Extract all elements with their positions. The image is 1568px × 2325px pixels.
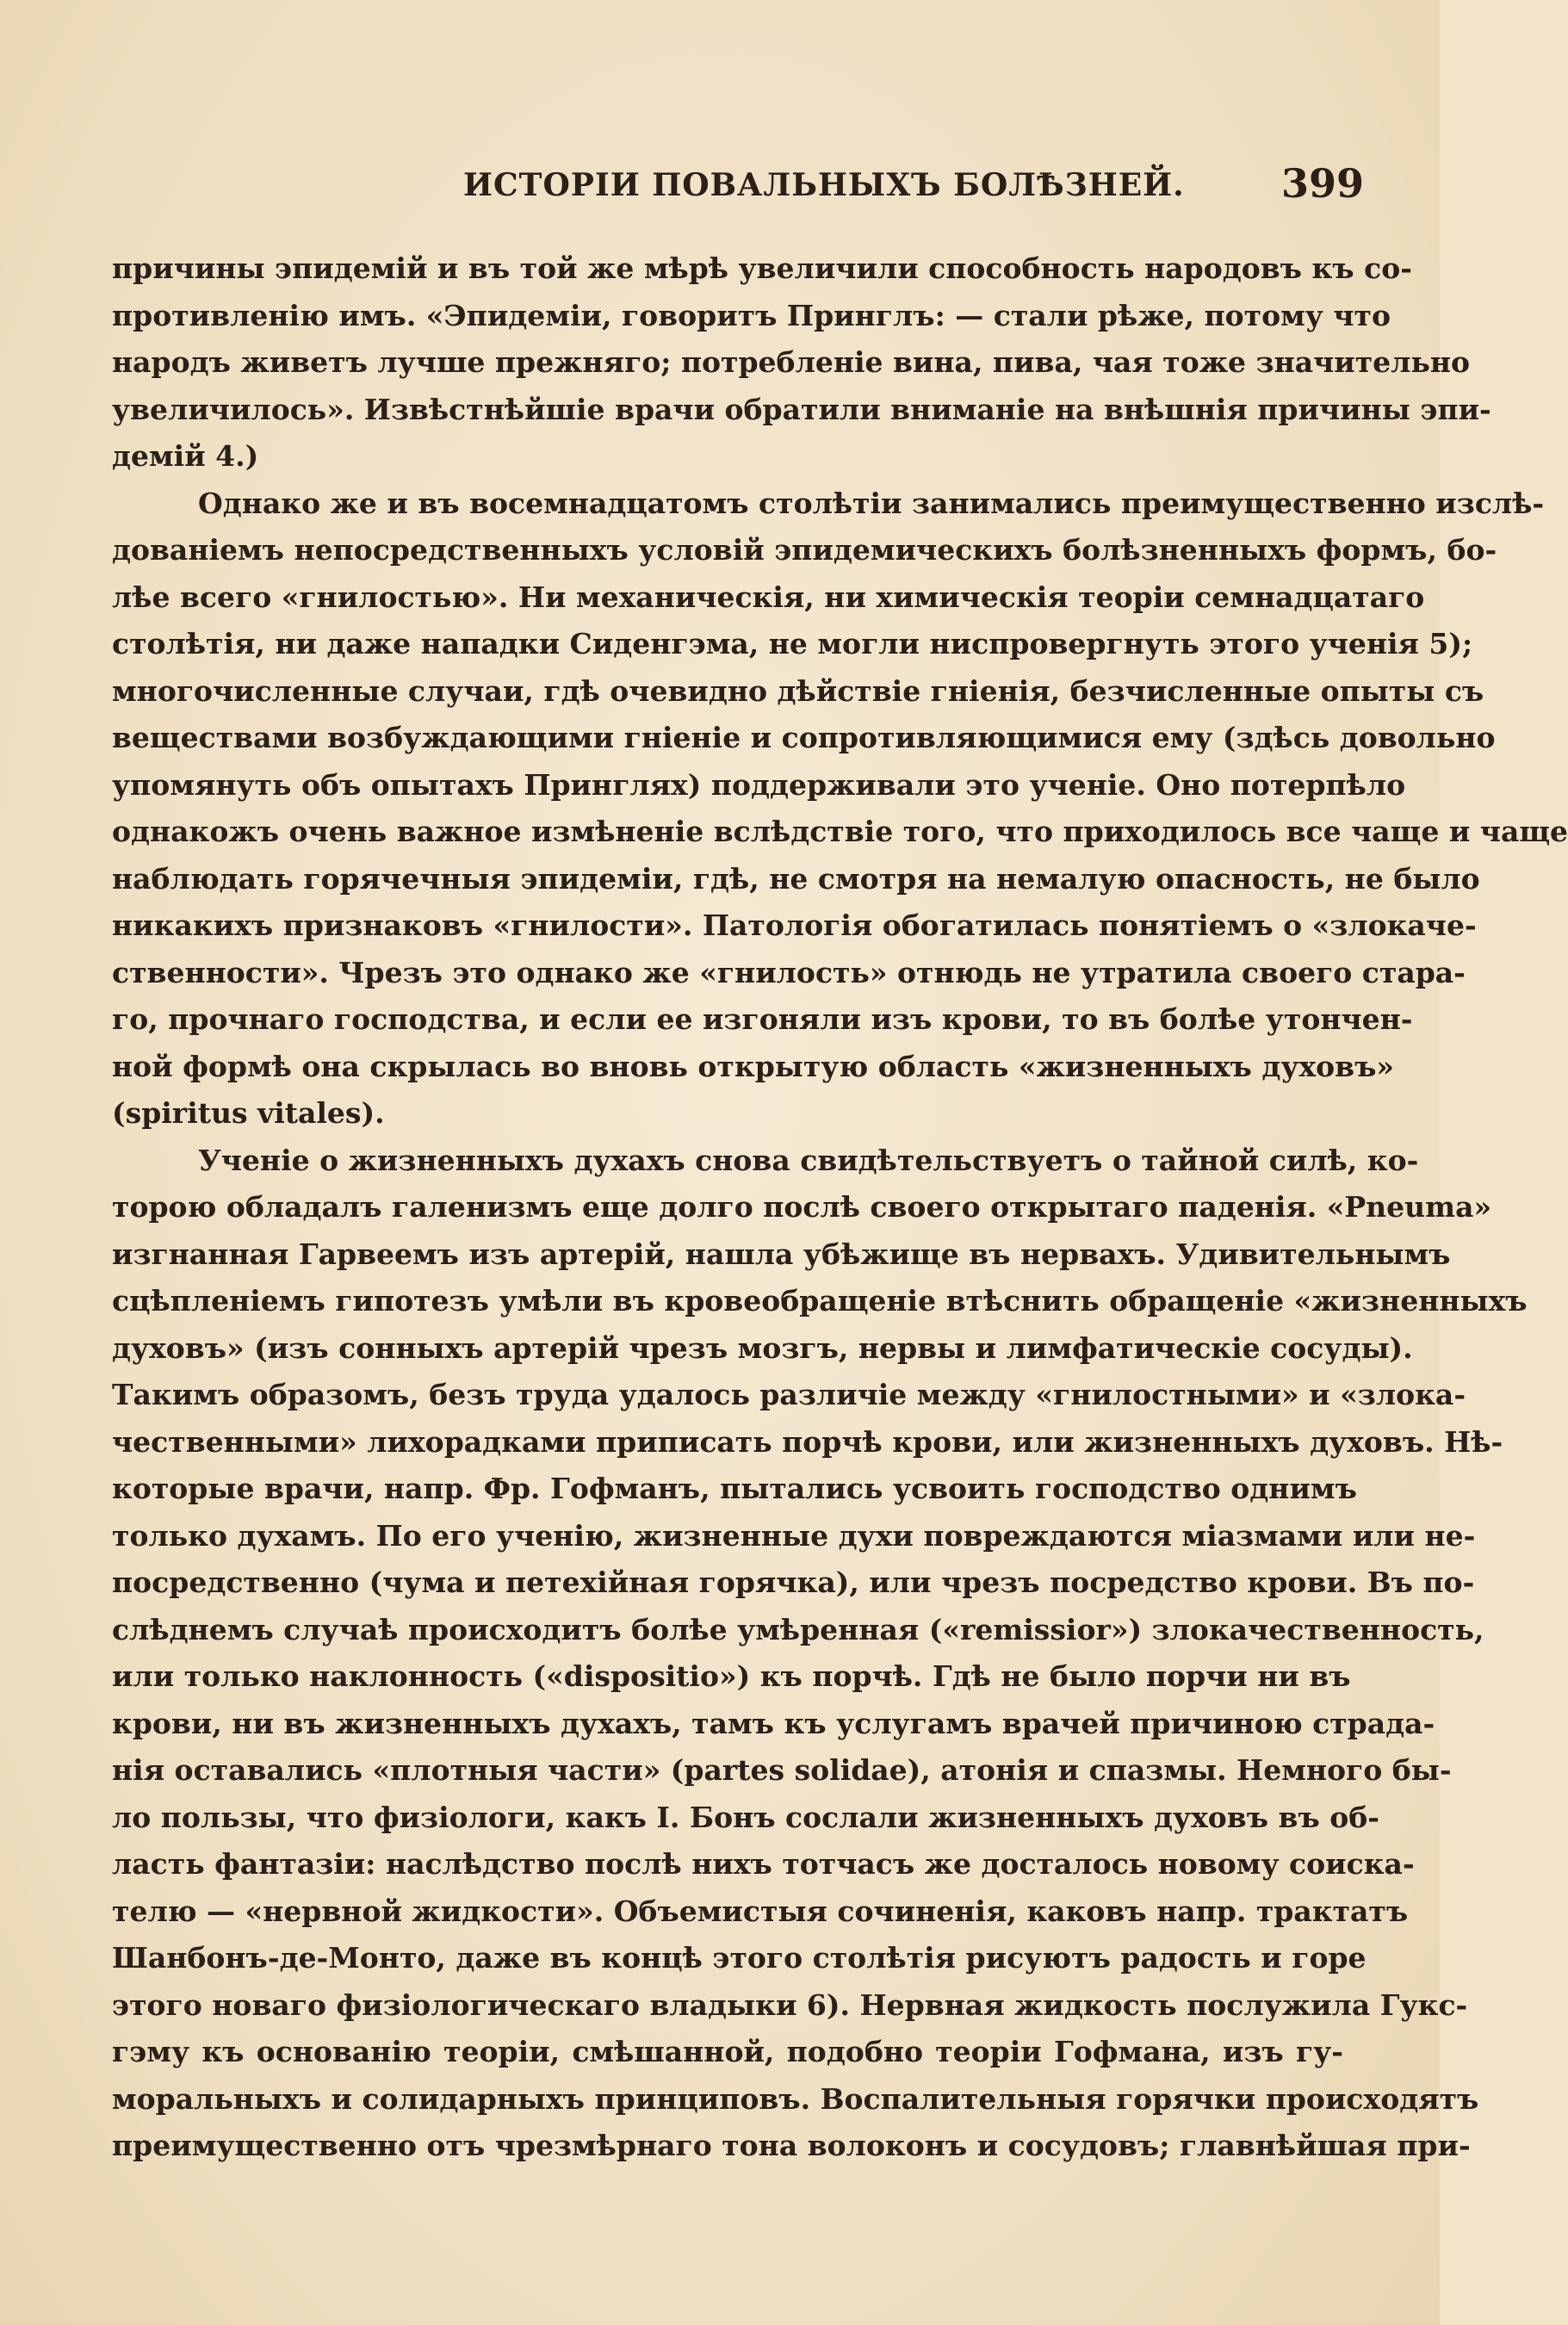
text-line: лѣе всего «гнилостью». Ни механическія, ни химическія теоріи семнадцатаго (112, 580, 1425, 614)
text-line: столѣтія, ни даже нападки Сиденгэма, не могли ниспровергнуть этого ученія 5); (112, 627, 1473, 660)
text-line: никакихъ признаковъ «гнилости». Патологія обогатилась понятіемъ о «злокаче- (112, 908, 1477, 942)
text-line: причины эпидемій и въ той же мѣрѣ увеличили способность народовъ къ со- (112, 251, 1412, 285)
text-line: увеличилось». Извѣстнѣйшіе врачи обратили вниманіе на внѣшнія причины эпи- (112, 392, 1491, 426)
text-line: Такимъ образомъ, безъ труда удалось различіе между «гнилостными» и «злока- (112, 1378, 1466, 1411)
text-line: гэму къ основанію теоріи, смѣшанной, подобно теоріи Гофмана, изъ гу- (112, 2035, 1343, 2068)
text-line: этого новаго физіологическаго владыки 6). Нервная жидкость послужила Гукс- (112, 1987, 1468, 2022)
text-line: веществами возбуждающими гніеніе и сопротивляющимися ему (здѣсь довольно (112, 721, 1496, 754)
text-line: крови, ни въ жизненныхъ духахъ, тамъ къ услугамъ врачей причиною страда- (112, 1706, 1435, 1740)
text-line: Шанбонъ-де-Монто, даже въ концѣ этого столѣтія рисуютъ радость и горе (112, 1941, 1367, 1975)
text-line: однакожъ очень важное измѣненіе вслѣдствіе того, что приходилось все чаще и чаще (112, 815, 1568, 848)
text-line: моральныхъ и солидарныхъ принциповъ. Воспалительныя горячки происходятъ (112, 2081, 1479, 2116)
page-number: 399 (1281, 160, 1365, 207)
text-line: нія оставались «плотныя части» (partes solidae), атонія и спазмы. Немного бы- (112, 1753, 1452, 1787)
text-line: ной формѣ она скрылась во вновь открытую область «жизненныхъ духовъ» (112, 1049, 1395, 1083)
text-line: дованіемъ непосредственныхъ условій эпидемическихъ болѣзненныхъ формъ, бо- (112, 533, 1497, 567)
text-line: чественными» лихорадками приписать порчѣ крови, или жизненныхъ духовъ. Нѣ- (112, 1424, 1503, 1459)
text-line: которые врачи, напр. Фр. Гофманъ, пытались усвоить господство однимъ (112, 1472, 1357, 1505)
body-text (112, 245, 1568, 2170)
text-line: телю — «нервной жидкости». Объемистыя сочиненія, каковъ напр. трактатъ (112, 1894, 1409, 1928)
text-line: ло пользы, что физіологи, какъ І. Бонъ сослали жизненныхъ духовъ въ об- (112, 1800, 1379, 1834)
text-line: сцѣпленіемъ гипотезъ умѣли въ кровеобращеніе втѣснить обращеніе «жизненныхъ (112, 1284, 1528, 1318)
text-line: Ученіе о жизненныхъ духахъ снова свидѣтельствуетъ о тайной силѣ, ко- (198, 1143, 1419, 1177)
text-line: ственности». Чрезъ это однако же «гнилость» отнюдь не утратила своего стара- (112, 955, 1466, 989)
text-line: преимущественно отъ чрезмѣрнаго тона волоконъ и сосудовъ; главнѣйшая при- (112, 2129, 1471, 2162)
page-header (0, 160, 1440, 212)
text-line: слѣднемъ случаѣ происходитъ болѣе умѣренная («remissior») злокачественность, (112, 1612, 1484, 1646)
text-line: изгнанная Гарвеемъ изъ артерій, нашла убѣжище въ нервахъ. Удивительнымъ (112, 1237, 1451, 1271)
text-line: наблюдать горячечныя эпидеміи, гдѣ, не смотря на немалую опасность, не было (112, 861, 1480, 896)
text-line: упомянуть объ опытахъ Принглях) поддерживали это ученіе. Оно потерпѣло (112, 767, 1406, 802)
text-line: народъ живетъ лучше прежняго; потребленіе вина, пива, чая тоже значительно (112, 345, 1471, 379)
text-line: противленію имъ. «Эпидеміи, говоритъ Принглъ: — стали рѣже, потому что (112, 298, 1391, 332)
text-line: Однако же и въ восемнадцатомъ столѣтіи занимались преимущественно изслѣ- (198, 486, 1545, 520)
running-title: ИСТОРІИ ПОВАЛЬНЫХЪ БОЛѢЗНЕЙ. (463, 167, 1185, 203)
text-line: или только наклонность («dispositio») къ порчѣ. Гдѣ не было порчи ни въ (112, 1659, 1351, 1693)
text-line: духовъ» (изъ сонныхъ артерій чрезъ мозгъ, нервы и лимфатическіе сосуды). (112, 1330, 1413, 1365)
text-line: посредственно (чума и петехійная горячка), или чрезъ посредство крови. Въ по- (112, 1566, 1475, 1599)
text-line: многочисленные случаи, гдѣ очевидно дѣйствіе гніенія, безчисленные опыты съ (112, 673, 1484, 708)
text-line: го, прочнаго господства, и если ее изгоняли изъ крови, то въ болѣе утончен- (112, 1002, 1413, 1036)
text-line: только духамъ. По его ученію, жизненные духи повреждаются міазмами или не- (112, 1518, 1476, 1553)
text-line: торою обладалъ галенизмъ еще долго послѣ своего открытаго паденія. «Pneuma» (112, 1190, 1492, 1224)
text-line: демій 4.) (112, 439, 259, 473)
text-line: (spiritus vitales). (112, 1096, 385, 1130)
text-line: ласть фантазіи: наслѣдство послѣ нихъ тотчасъ же досталось новому соиска- (112, 1847, 1415, 1881)
